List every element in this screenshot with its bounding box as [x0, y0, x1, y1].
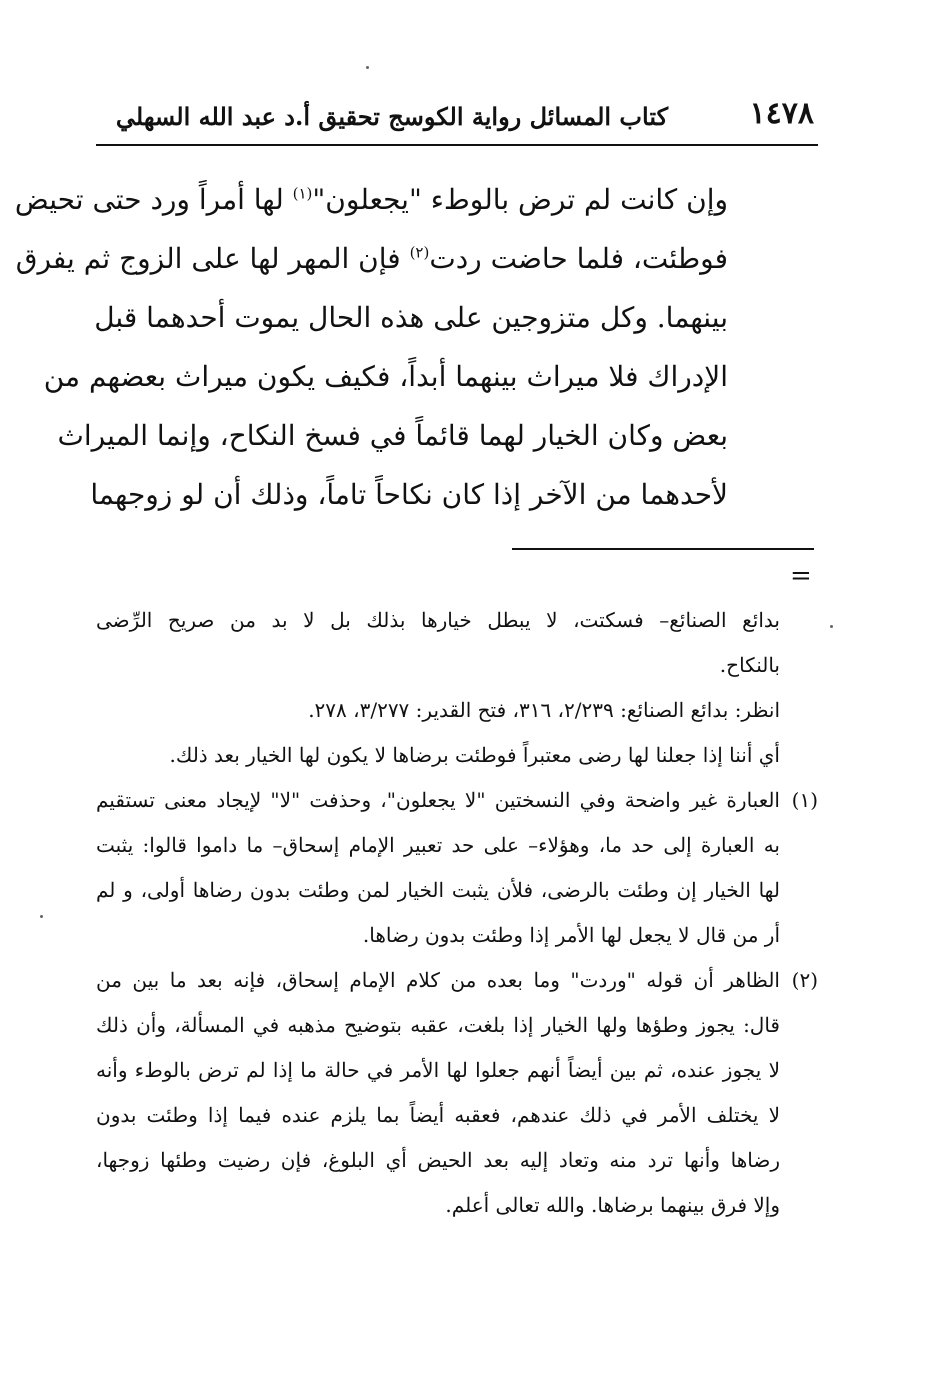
page-number: ١٤٧٨ — [749, 96, 814, 131]
footnote-number: (١) — [791, 788, 818, 812]
footnote-line: أي أننا إذا جعلنا لها رضى معتبراً فوطئت برضاها لا يكون لها الخيار بعد ذلك. — [169, 743, 780, 767]
footnote-2 — [96, 958, 818, 1228]
main-line: وإن كانت لم ترض بالوطء "يجعلون"$^{(١)}$ لها أمراً ورد حتى تحيض — [14, 183, 728, 216]
main-line: فوطئت، فلما حاضت ردت$^{(٢)}$ فإن المهر لها على الزوج ثم يفرق — [15, 242, 728, 275]
footnote-line: أر من قال لا يجعل لها الأمر إذا وطئت بدون رضاها. — [362, 923, 780, 947]
main-line: بينهما. وكل متزوجين على هذه الحال يموت أحدهما قبل — [94, 301, 728, 334]
main-line: بعض وكان الخيار لهما قائماً في فسخ النكاح، وإنما الميراث — [57, 419, 728, 452]
scan-speck — [830, 625, 833, 628]
scan-speck — [40, 915, 43, 918]
main-text — [14, 170, 728, 524]
footnote-line: به العبارة إلى حد ما، وهؤلاء– على حد تعبير الإمام إسحاق– ما داموا قالوا: يثبت — [96, 833, 780, 857]
footnote-line: قال: يجوز وطؤها ولها الخيار إذا بلغت، عقبه بتوضيح مذهبه في المسألة، وأن ذلك — [96, 1013, 780, 1037]
running-title: كتاب المسائل رواية الكوسج تحقيق أ.د عبد الله السهلي — [115, 102, 668, 131]
footnote-line: انظر: بدائع الصنائع: ٢/٢٣٩، ٣١٦، فتح القدير: ٣/٢٧٧، ٢٧٨. — [308, 698, 780, 722]
footnote-line: بالنكاح. — [719, 653, 780, 677]
header-rule — [96, 144, 818, 146]
footnote-line: بدائع الصنائع– فسكتت، لا يبطل خيارها بذلك بل لا بد من صريح الرِّضى — [96, 608, 780, 632]
footnote-number: (٢) — [791, 968, 818, 992]
footnote-line: وإلا فرق بينهما برضاها. والله تعالى أعلم. — [445, 1193, 780, 1217]
footnote-line: لا يجوز عنده، ثم بين أيضاً أنهم جعلوا لها الأمر في حالة ما إذا لم ترض بالوطء وأنه — [96, 1058, 780, 1082]
continuation-mark: = — [790, 561, 812, 591]
scan-speck — [366, 66, 369, 69]
footnote-line: لها الخيار إن وطئت بالرضى، فلأن يثبت الخيار لمن وطئت بدون رضاها أولى، و لم — [96, 878, 780, 902]
page-header — [96, 92, 818, 144]
footnote-ref: (١) — [292, 184, 313, 203]
footnote-line: الظاهر أن قوله "وردت" وما بعده من كلام الإمام إسحاق، فإنه بعد ما بين من — [96, 968, 780, 992]
footnote-continued — [96, 598, 780, 778]
footnotes — [96, 598, 818, 1228]
footnote-separator — [512, 548, 814, 550]
footnote-line: العبارة غير واضحة وفي النسختين "لا يجعلون"، وحذفت "لا" لإيجاد معنى تستقيم — [96, 788, 780, 812]
footnote-1 — [96, 778, 818, 958]
main-line: الإدراك فلا ميراث بينهما أبداً، فكيف يكون ميراث بعضهم من — [43, 360, 728, 393]
footnote-line: لا يختلف الأمر في ذلك عندهم، فعقبه أيضاً بما يلزم عنده فيما إذا وطئت بدون — [96, 1103, 780, 1127]
footnote-ref: (٢) — [409, 243, 430, 262]
main-line: لأحدهما من الآخر إذا كان نكاحاً تاماً، وذلك أن لو زوجهما — [90, 478, 728, 511]
footnote-line: رضاها وأنها ترد منه وتعاد إليه بعد الحيض أي البلوغ، فإن رضيت وطئها زوجها، — [96, 1148, 780, 1172]
